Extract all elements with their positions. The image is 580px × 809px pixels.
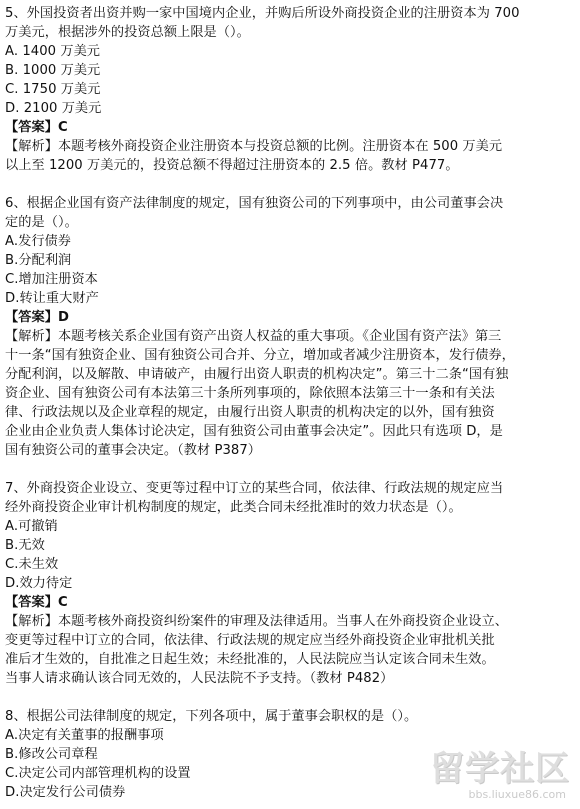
q6-analysis-line6: 企业由企业负责人集体讨论决定，国有独资公司由董事会决定”。因此只有选项 D，是 (5, 424, 503, 439)
q6-analysis-line5: 律、行政法规以及企业章程的规定，由履行出资人职责的机构决定的以外，国有独资 (5, 405, 495, 420)
q8-stem-line1: 8、根据公司法律制度的规定，下列各项中，属于董事会职权的是（）。 (5, 709, 418, 724)
q6-stem-line2: 定的是（）。 (5, 215, 78, 230)
q7-option-c: C.未生效 (5, 557, 59, 572)
q7-analysis-line3: 准后才生效的，自批准之日起生效；未经批准的，人民法院应当认定该合同未生效。 (5, 652, 495, 667)
q5-option-b: B. 1000 万美元 (5, 63, 101, 78)
q6-analysis-line2: 十一条“国有独资企业、国有独资公司合并、分立，增加或者减少注册资本，发行债券， (5, 348, 515, 363)
q5-stem-line2: 万美元，根据涉外的投资总额上限是（）。 (5, 25, 250, 40)
q6-analysis-line1: 【解析】本题考核关系企业国有资产出资人权益的重大事项。《企业国有资产法》第三 (5, 329, 502, 344)
q8-option-b: B.修改公司章程 (5, 747, 98, 762)
q6-option-d: D.转让重大财产 (5, 291, 99, 306)
q6-option-c: C.增加注册资本 (5, 272, 98, 287)
q5-option-d: D. 2100 万美元 (5, 101, 102, 116)
q6-stem-line1: 6、根据企业国有资产法律制度的规定，国有独资公司的下列事项中，由公司董事会决 (5, 196, 504, 211)
q6-analysis-line4: 资企业、国有独资公司有本法第三十条所列事项的，除依照本法第三十一条和有关法 (5, 386, 495, 401)
q7-analysis-line1: 【解析】本题考核外商投资纠纷案件的审理及法律适用。当事人在外商投资企业设立、 (5, 614, 509, 629)
q5-analysis-line1: 【解析】本题考核外商投资企业注册资本与投资总额的比例。注册资本在 500 万美元 (5, 139, 503, 154)
q6-analysis-line7: 国有独资公司的董事会决定。（教材 P387） (5, 443, 262, 458)
watermark-url: bbs.liuxue86.com (468, 788, 566, 801)
q7-option-b: B.无效 (5, 538, 45, 553)
q7-option-d: D.效力待定 (5, 576, 73, 591)
q8-option-c: C.决定公司内部管理机构的设置 (5, 766, 191, 781)
q8-option-a: A.决定有关董事的报酬事项 (5, 728, 164, 743)
q6-analysis-line3: 分配利润，以及解散、申请破产，由履行出资人职责的机构决定”。第三十二条“国有独 (5, 367, 509, 382)
q5-stem-line1: 5、外国投资者出资并购一家中国境内企业，并购后所设外商投资企业的注册资本为 700 (5, 6, 520, 21)
watermark-logo-text: 留学社区 (430, 749, 570, 789)
q7-answer: 【答案】C (5, 595, 68, 610)
q7-option-a: A.可撤销 (5, 519, 58, 534)
q6-option-b: B.分配利润 (5, 253, 72, 268)
site-watermark (384, 741, 574, 803)
q5-analysis-line2: 以上至 1200 万美元的，投资总额不得超过注册资本的 2.5 倍。教材 P477。 (5, 158, 459, 173)
q5-answer: 【答案】C (5, 120, 68, 135)
q6-option-a: A.发行债券 (5, 234, 72, 249)
q5-option-a: A. 1400 万美元 (5, 44, 101, 59)
q8-option-d: D.决定发行公司债券 (5, 785, 126, 800)
q7-analysis-line4: 当事人请求确认该合同无效的，人民法院不予支持。（教材 P482） (5, 671, 394, 686)
q6-answer: 【答案】D (5, 310, 69, 325)
q7-stem-line2: 经外商投资企业审计机构制度的规定，此类合同未经批准时的效力状态是（）。 (5, 500, 462, 515)
q7-stem-line1: 7、外商投资企业设立、变更等过程中订立的某些合同，依法律、行政法规的规定应当 (5, 481, 504, 496)
q7-analysis-line2: 变更等过程中订立的合同，依法律、行政法规的规定应当经外商投资企业审批机关批 (5, 633, 495, 648)
q5-option-c: C. 1750 万美元 (5, 82, 101, 97)
